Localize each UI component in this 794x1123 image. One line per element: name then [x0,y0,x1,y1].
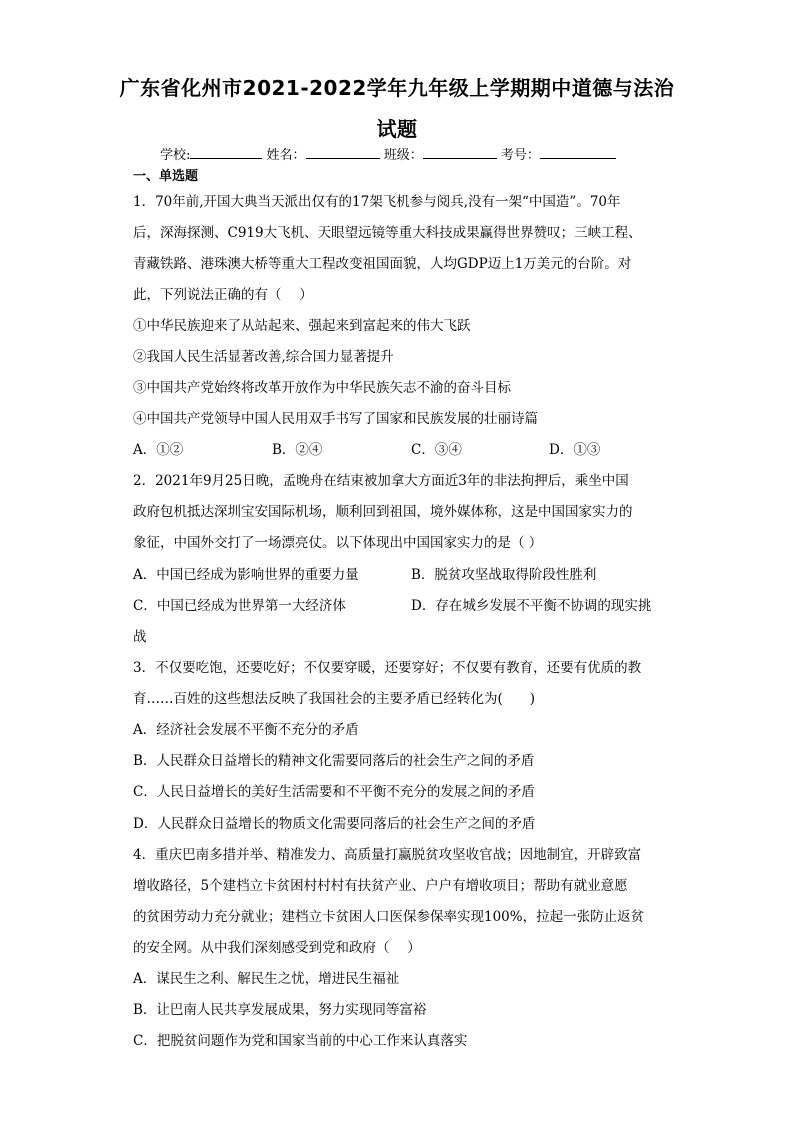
q3-option-d: D．人民群众日益增长的物质文化需要同落后的社会生产之间的矛盾 [133,816,536,832]
exam-number-blank [540,146,616,159]
q4-option-a: A．谋民生之利、解民生之忧，增进民生福祉 [133,971,400,987]
school-blank [190,146,262,159]
q2-option-d: D．存在城乡发展不平衡不协调的现实挑 [411,598,652,614]
q2-option-a: A．中国已经成为影响世界的重要力量 [133,567,359,583]
student-info-row [160,144,616,163]
page-title: 广东省化州市2021-2022学年九年级上学期期中道德与法治 [119,76,675,100]
q3-stem-line: 3．不仅要吃饱，还要吃好；不仅要穿暖，还要穿好；不仅要有教育，还要有优质的教 [133,660,642,676]
q1-option-a: A．①② [133,442,184,458]
q3-option-c: C．人民日益增长的美好生活需要和不平衡不充分的发展之间的矛盾 [133,784,535,800]
q1-stem-line: 后，深海探测、C919大飞机、天眼望远镜等重大科技成果赢得世界赞叹；三峡工程、 [133,225,642,241]
class-blank [423,146,497,159]
q4-stem-line: 的安全网。从中我们深刻感受到党和政府（ ） [133,940,421,956]
name-label: 姓名： [266,148,306,163]
q4-stem-line: 增收路径，5个建档立卡贫困村村村有扶贫产业、户户有增收项目；帮助有就业意愿 [133,878,628,894]
q3-option-a: A．经济社会发展不平衡不充分的矛盾 [133,722,359,738]
q2-stem-line: 2．2021年9月25日晚，孟晚舟在结束被加拿大方面近3年的非法拘押后，乘坐中国 [133,473,629,489]
q1-statement: ④中国共产党领导中国人民用双手书写了国家和民族发展的壮丽诗篇 [133,411,538,427]
q1-option-d: D．①③ [549,442,601,458]
class-label: 班级： [383,148,423,163]
q2-option-c: C．中国已经成为世界第一大经济体 [133,598,346,614]
school-label: 学校: [160,148,191,163]
q1-statement: ②我国人民生活显著改善,综合国力显著提升 [133,349,394,365]
q2-option-d-wrap: 战 [133,629,147,645]
q3-option-b: B．人民群众日益增长的精神文化需要同落后的社会生产之间的矛盾 [133,753,535,769]
q1-stem-line: 此，下列说法正确的有（ ） [133,287,313,303]
q2-stem-line: 象征，中国外交打了一场漂亮仗。以下体现出中国国家实力的是（ ） [133,535,543,551]
q1-stem-line: 1．70年前,开国大典当天派出仅有的17架飞机参与阅兵,没有一架“中国造”。70年 [133,194,621,210]
q1-stem-line: 青藏铁路、港珠澳大桥等重大工程改变祖国面貌，人均GDP迈上1万美元的台阶。对 [133,256,632,272]
q1-statement: ①中华民族迎来了从站起来、强起来到富起来的伟大飞跃 [133,318,471,334]
page-title-continued: 试题 [376,117,418,141]
q4-option-b: B．让巴南人民共享发展成果，努力实现同等富裕 [133,1002,427,1018]
q1-statement: ③中国共产党始终将改革开放作为中华民族矢志不渝的奋斗目标 [133,380,511,396]
q3-stem-line: 育……百姓的这些想法反映了我国社会的主要矛盾已经转化为( ) [133,691,536,707]
section-heading: 一、单选题 [133,169,199,184]
q4-stem-line: 4．重庆巴南多措并举、精准发力、高质量打赢脱贫攻坚收官战；因地制宜，开辟致富 [133,847,642,863]
q2-stem-line: 政府包机抵达深圳宝安国际机场，顺利回到祖国，境外媒体称，这是中国国家实力的 [133,504,633,520]
exam-number-label: 考号： [500,148,540,163]
q4-option-c: C．把脱贫问题作为党和国家当前的中心工作来认真落实 [133,1033,468,1049]
q2-option-b: B．脱贫攻坚战取得阶段性胜利 [411,567,597,583]
q1-option-b: B．②④ [272,442,323,458]
q1-option-c: C．③④ [411,442,462,458]
q4-stem-line: 的贫困劳动力充分就业；建档立卡贫困人口医保参保率实现100%，拉起一张防止返贫 [133,909,645,925]
name-blank [306,146,380,159]
